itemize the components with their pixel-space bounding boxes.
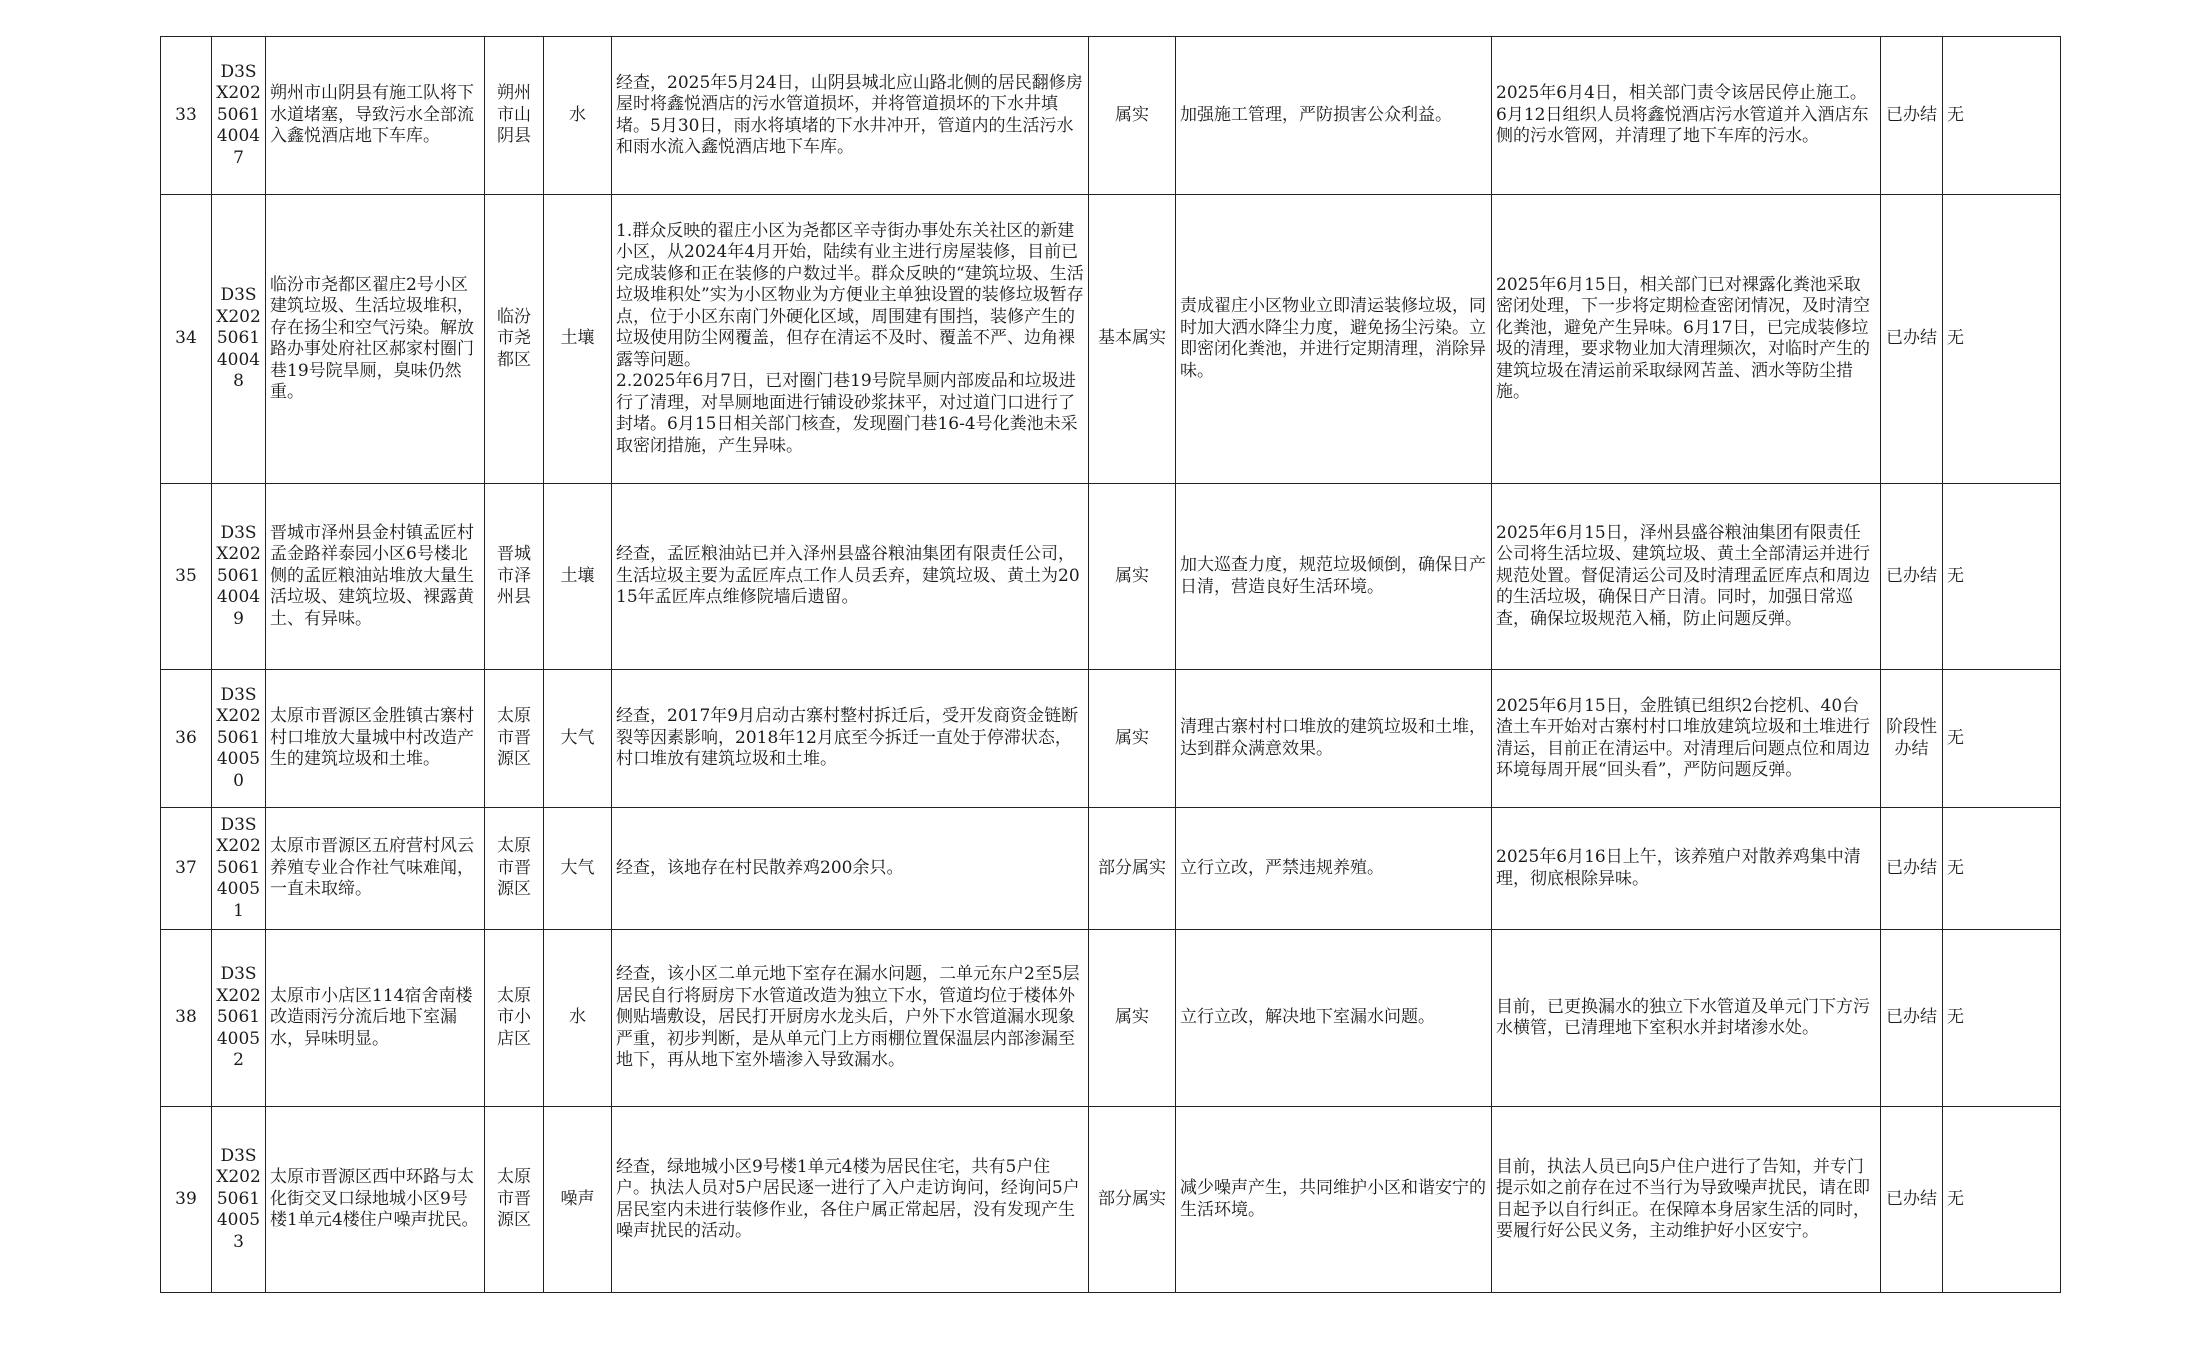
table-row bbox=[161, 195, 2061, 484]
case-code: D3SX202506140052 bbox=[212, 930, 266, 1107]
complaint-content: 临汾市尧都区翟庄2号小区建筑垃圾、生活垃圾堆积，存在扬尘和空气污染。解放路办事处府社区郝家村圈门巷19号院旱厕，臭味仍然重。 bbox=[266, 195, 485, 484]
rectification-measures: 责成翟庄小区物业立即清运装修垃圾，同时加大洒水降尘力度，避免扬尘污染。立即密闭化粪池，并进行定期清理，消除异味。 bbox=[1176, 195, 1492, 484]
table-body bbox=[161, 37, 2061, 1293]
completion-status: 阶段性办结 bbox=[1881, 670, 1943, 808]
case-code: D3SX202506140048 bbox=[212, 195, 266, 484]
completion-status: 已办结 bbox=[1881, 37, 1943, 195]
verification-verdict: 部分属实 bbox=[1089, 808, 1176, 930]
completion-status: 已办结 bbox=[1881, 195, 1943, 484]
table-row bbox=[161, 808, 2061, 930]
administrative-region: 太原市小店区 bbox=[485, 930, 544, 1107]
rectification-progress: 2025年6月15日，相关部门已对裸露化粪池采取密闭处理，下一步将定期检查密闭情况，及时清空化粪池，避免产生异味。6月17日，已完成装修垃圾的清理，要求物业加大清理频次，对临时产生的建筑垃圾在清运前采取绿网苫盖、洒水等防尘措施。 bbox=[1492, 195, 1881, 484]
case-code: D3SX202506140051 bbox=[212, 808, 266, 930]
rectification-measures: 加大巡查力度，规范垃圾倾倒，确保日产日清，营造良好生活环境。 bbox=[1176, 484, 1492, 670]
administrative-region: 晋城市泽州县 bbox=[485, 484, 544, 670]
row-number: 33 bbox=[161, 37, 212, 195]
accountability-status: 无 bbox=[1943, 670, 2061, 808]
complaint-content: 太原市晋源区五府营村风云养殖专业合作社气味难闻，一直未取缔。 bbox=[266, 808, 485, 930]
investigation-result: 1.群众反映的翟庄小区为尧都区辛寺街办事处东关社区的新建小区，从2024年4月开始，陆续有业主进行房屋装修，目前已完成装修和正在装修的户数过半。群众反映的“建筑垃圾、生活垃圾堆积处”实为小区物业为方便业主单独设置的装修垃圾暂存点，位于小区东南门外硬化区域，周围建有围挡，装修产生的垃圾使用防尘网覆盖，但存在清运不及时、覆盖不严、边角裸露等问题。 2.2025年6月7日，已对圈门巷19号院旱厕内部废品和垃圾进行了清理，对旱厕地面进行铺设砂浆抹平，对过道门口进行了封堵。6月15日相关部门核查，发现圈门巷16-4号化粪池未采取密闭措施，产生异味。 bbox=[612, 195, 1089, 484]
rectification-progress: 2025年6月15日，金胜镇已组织2台挖机、40台渣土车开始对古寨村村口堆放建筑垃圾和土堆进行清运，目前正在清运中。对清理后问题点位和周边环境每周开展“回头看”，严防问题反弹。 bbox=[1492, 670, 1881, 808]
completion-status: 已办结 bbox=[1881, 1107, 1943, 1293]
administrative-region: 朔州市山阴县 bbox=[485, 37, 544, 195]
table-row bbox=[161, 484, 2061, 670]
accountability-status: 无 bbox=[1943, 37, 2061, 195]
pollution-type: 土壤 bbox=[544, 484, 612, 670]
rectification-progress: 目前，执法人员已向5户住户进行了告知，并专门提示如之前存在过不当行为导致噪声扰民，请在即日起予以自行纠正。在保障本身居家生活的同时，要履行好公民义务，主动维护好小区安宁。 bbox=[1492, 1107, 1881, 1293]
investigation-result: 经查，该小区二单元地下室存在漏水问题，二单元东户2至5层居民自行将厨房下水管道改造为独立下水，管道均位于楼体外侧贴墙敷设，居民打开厨房水龙头后，户外下水管道漏水现象严重，初步判断，是从单元门上方雨棚位置保温层内部渗漏至地下，再从地下室外墙渗入导致漏水。 bbox=[612, 930, 1089, 1107]
completion-status: 已办结 bbox=[1881, 484, 1943, 670]
accountability-status: 无 bbox=[1943, 930, 2061, 1107]
investigation-result: 经查，2017年9月启动古寨村整村拆迁后，受开发商资金链断裂等因素影响，2018年12月底至今拆迁一直处于停滞状态，村口堆放有建筑垃圾和土堆。 bbox=[612, 670, 1089, 808]
pollution-type: 噪声 bbox=[544, 1107, 612, 1293]
verification-verdict: 属实 bbox=[1089, 484, 1176, 670]
rectification-progress: 2025年6月15日，泽州县盛谷粮油集团有限责任公司将生活垃圾、建筑垃圾、黄土全部清运并进行规范处置。督促清运公司及时清理孟匠库点和周边的生活垃圾，确保日产日清。同时，加强日常巡查，确保垃圾规范入桶，防止问题反弹。 bbox=[1492, 484, 1881, 670]
table-row bbox=[161, 1107, 2061, 1293]
row-number: 36 bbox=[161, 670, 212, 808]
case-code: D3SX202506140047 bbox=[212, 37, 266, 195]
row-number: 37 bbox=[161, 808, 212, 930]
accountability-status: 无 bbox=[1943, 1107, 2061, 1293]
rectification-measures: 加强施工管理，严防损害公众利益。 bbox=[1176, 37, 1492, 195]
table-row bbox=[161, 37, 2061, 195]
complaint-content: 太原市小店区114宿舍南楼改造雨污分流后地下室漏水，异味明显。 bbox=[266, 930, 485, 1107]
verification-verdict: 属实 bbox=[1089, 930, 1176, 1107]
complaint-content: 晋城市泽州县金村镇孟匠村孟金路祥泰园小区6号楼北侧的孟匠粮油站堆放大量生活垃圾、建筑垃圾、裸露黄土、有异味。 bbox=[266, 484, 485, 670]
case-code: D3SX202506140049 bbox=[212, 484, 266, 670]
accountability-status: 无 bbox=[1943, 808, 2061, 930]
administrative-region: 太原市晋源区 bbox=[485, 808, 544, 930]
complaint-content: 朔州市山阴县有施工队将下水道堵塞，导致污水全部流入鑫悦酒店地下车库。 bbox=[266, 37, 485, 195]
complaint-content: 太原市晋源区金胜镇古寨村村口堆放大量城中村改造产生的建筑垃圾和土堆。 bbox=[266, 670, 485, 808]
rectification-measures: 减少噪声产生，共同维护小区和谐安宁的生活环境。 bbox=[1176, 1107, 1492, 1293]
administrative-region: 太原市晋源区 bbox=[485, 670, 544, 808]
rectification-progress: 2025年6月4日，相关部门责令该居民停止施工。6月12日组织人员将鑫悦酒店污水管道并入酒店东侧的污水管网，并清理了地下车库的污水。 bbox=[1492, 37, 1881, 195]
rectification-measures: 立行立改，解决地下室漏水问题。 bbox=[1176, 930, 1492, 1107]
verification-verdict: 属实 bbox=[1089, 37, 1176, 195]
row-number: 34 bbox=[161, 195, 212, 484]
pollution-type: 土壤 bbox=[544, 195, 612, 484]
accountability-status: 无 bbox=[1943, 195, 2061, 484]
case-code: D3SX202506140050 bbox=[212, 670, 266, 808]
complaint-table bbox=[160, 36, 2061, 1293]
case-code: D3SX202506140053 bbox=[212, 1107, 266, 1293]
rectification-measures: 立行立改，严禁违规养殖。 bbox=[1176, 808, 1492, 930]
verification-verdict: 基本属实 bbox=[1089, 195, 1176, 484]
row-number: 38 bbox=[161, 930, 212, 1107]
investigation-result: 经查，该地存在村民散养鸡200余只。 bbox=[612, 808, 1089, 930]
pollution-type: 水 bbox=[544, 930, 612, 1107]
pollution-type: 大气 bbox=[544, 670, 612, 808]
investigation-result: 经查，2025年5月24日，山阴县城北应山路北侧的居民翻修房屋时将鑫悦酒店的污水管道损坏，并将管道损坏的下水井填堵。5月30日，雨水将填堵的下水井冲开，管道内的生活污水和雨水流入鑫悦酒店地下车库。 bbox=[612, 37, 1089, 195]
table-row bbox=[161, 670, 2061, 808]
verification-verdict: 部分属实 bbox=[1089, 1107, 1176, 1293]
row-number: 39 bbox=[161, 1107, 212, 1293]
completion-status: 已办结 bbox=[1881, 930, 1943, 1107]
accountability-status: 无 bbox=[1943, 484, 2061, 670]
administrative-region: 太原市晋源区 bbox=[485, 1107, 544, 1293]
rectification-measures: 清理古寨村村口堆放的建筑垃圾和土堆，达到群众满意效果。 bbox=[1176, 670, 1492, 808]
completion-status: 已办结 bbox=[1881, 808, 1943, 930]
row-number: 35 bbox=[161, 484, 212, 670]
verification-verdict: 属实 bbox=[1089, 670, 1176, 808]
rectification-progress: 2025年6月16日上午，该养殖户对散养鸡集中清理，彻底根除异味。 bbox=[1492, 808, 1881, 930]
table-row bbox=[161, 930, 2061, 1107]
complaint-content: 太原市晋源区西中环路与太化街交叉口绿地城小区9号楼1单元4楼住户噪声扰民。 bbox=[266, 1107, 485, 1293]
investigation-result: 经查，绿地城小区9号楼1单元4楼为居民住宅，共有5户住户。执法人员对5户居民逐一进行了入户走访询问，经询问5户居民室内未进行装修作业，各住户属正常起居，没有发现产生噪声扰民的活动。 bbox=[612, 1107, 1089, 1293]
investigation-result: 经查，孟匠粮油站已并入泽州县盛谷粮油集团有限责任公司，生活垃圾主要为孟匠库点工作人员丢弃，建筑垃圾、黄土为2015年孟匠库点维修院墙后遗留。 bbox=[612, 484, 1089, 670]
pollution-type: 大气 bbox=[544, 808, 612, 930]
rectification-progress: 目前，已更换漏水的独立下水管道及单元门下方污水横管，已清理地下室积水并封堵渗水处。 bbox=[1492, 930, 1881, 1107]
pollution-type: 水 bbox=[544, 37, 612, 195]
administrative-region: 临汾市尧都区 bbox=[485, 195, 544, 484]
